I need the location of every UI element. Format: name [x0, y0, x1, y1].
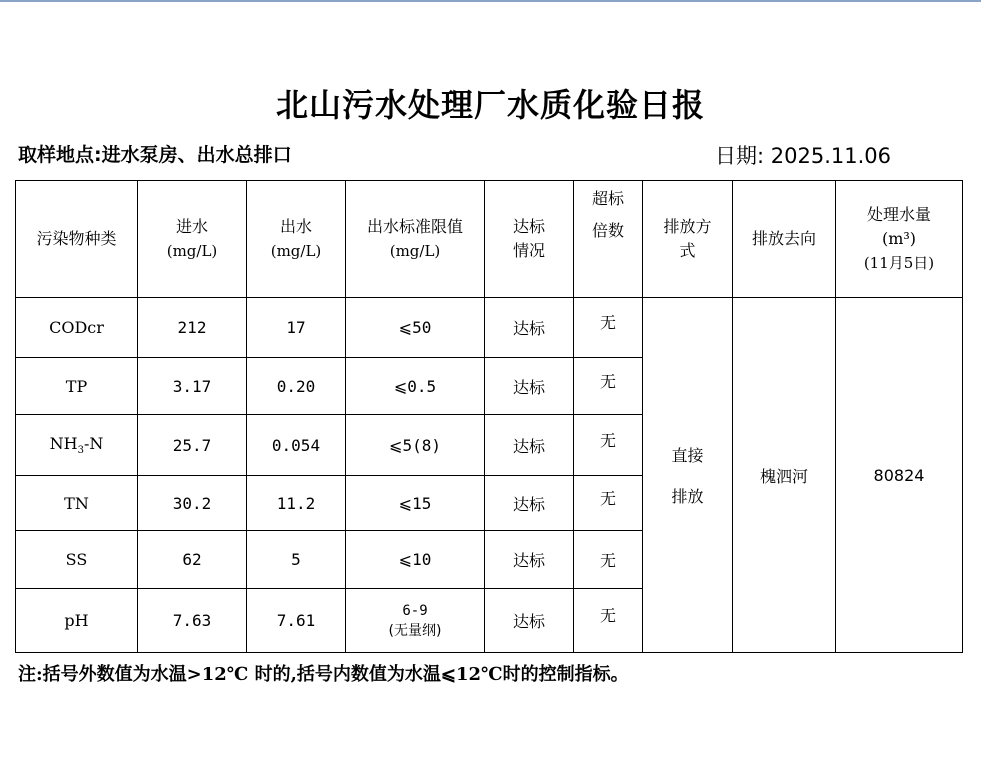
- discharge-destination: 槐泗河: [733, 298, 836, 653]
- limit-value: ⩽5(8): [346, 415, 485, 476]
- influent-value: 25.7: [138, 415, 247, 476]
- effluent-value: 7.61: [247, 589, 346, 653]
- header-discharge-destination: 排放去向: [733, 181, 836, 298]
- pollutant-name: TN: [16, 476, 138, 531]
- header-limit: 出水标准限值 (mg/L): [346, 181, 485, 298]
- header-discharge-method: 排放方 式: [643, 181, 733, 298]
- header-row: [16, 181, 963, 298]
- report-date: 日期: 2025.11.06: [715, 144, 891, 168]
- pollutant-name: TP: [16, 358, 138, 415]
- limit-value: ⩽0.5: [346, 358, 485, 415]
- top-border-line: [0, 0, 981, 2]
- water-quality-table: [15, 180, 963, 653]
- effluent-value: 17: [247, 298, 346, 358]
- exceed-multiple: 无: [574, 476, 643, 531]
- table-row: [16, 298, 963, 358]
- limit-value: 6-9 (无量纲): [346, 589, 485, 653]
- pollutant-name: $NH_3-N$: [16, 415, 138, 476]
- exceed-multiple: 无: [574, 531, 643, 589]
- pollutant-name: pH: [16, 589, 138, 653]
- influent-value: 7.63: [138, 589, 247, 653]
- limit-value: ⩽10: [346, 531, 485, 589]
- header-volume: 处理水量 (m³) (11月5日): [836, 181, 963, 298]
- limit-value: ⩽50: [346, 298, 485, 358]
- header-exceed: 超标 倍数: [574, 181, 643, 298]
- effluent-value: 0.20: [247, 358, 346, 415]
- header-compliance: 达标 情况: [485, 181, 574, 298]
- effluent-value: 0.054: [247, 415, 346, 476]
- influent-value: 3.17: [138, 358, 247, 415]
- influent-value: 30.2: [138, 476, 247, 531]
- effluent-value: 5: [247, 531, 346, 589]
- footnote: 注:括号外数值为水温>12℃ 时的,括号内数值为水温⩽12℃时的控制指标。: [18, 664, 629, 685]
- header-influent: 进水 (mg/L): [138, 181, 247, 298]
- header-pollutant: 污染物种类: [16, 181, 138, 298]
- exceed-multiple: 无: [574, 358, 643, 415]
- exceed-multiple: 无: [574, 589, 643, 653]
- treated-volume: 80824: [836, 298, 963, 653]
- compliance-status: 达标: [485, 415, 574, 476]
- compliance-status: 达标: [485, 589, 574, 653]
- effluent-value: 11.2: [247, 476, 346, 531]
- limit-value: ⩽15: [346, 476, 485, 531]
- report-title: 北山污水处理厂水质化验日报: [275, 86, 705, 124]
- exceed-multiple: 无: [574, 298, 643, 358]
- influent-value: 212: [138, 298, 247, 358]
- compliance-status: 达标: [485, 531, 574, 589]
- pollutant-name: SS: [16, 531, 138, 589]
- compliance-status: 达标: [485, 476, 574, 531]
- header-effluent: 出水 (mg/L): [247, 181, 346, 298]
- pollutant-name: CODcr: [16, 298, 138, 358]
- exceed-multiple: 无: [574, 415, 643, 476]
- discharge-method: 直接 排放: [643, 298, 733, 653]
- sampling-location: 取样地点:进水泵房、出水总排口: [18, 144, 292, 166]
- compliance-status: 达标: [485, 358, 574, 415]
- compliance-status: 达标: [485, 298, 574, 358]
- influent-value: 62: [138, 531, 247, 589]
